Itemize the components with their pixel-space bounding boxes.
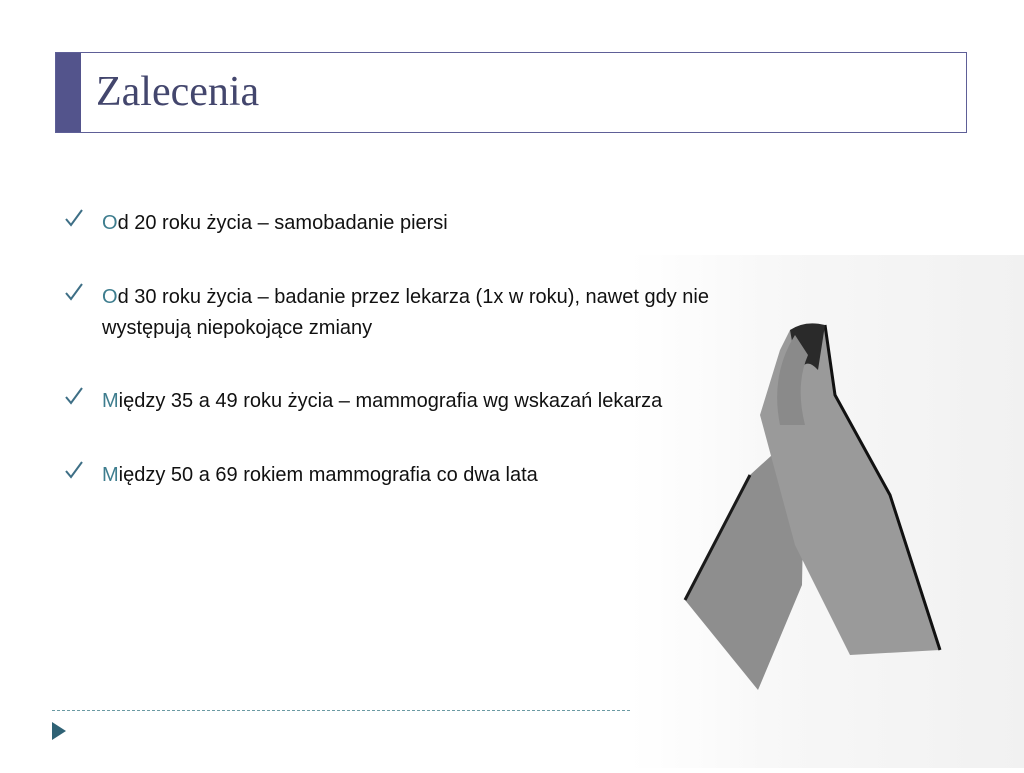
bullet-text: iędzy 35 a 49 roku życia – mammografia wg wskazań lekarza [118, 390, 663, 412]
bullet-initial: M [102, 464, 119, 486]
title-accent-bar [56, 53, 81, 132]
bullet-text: d 20 roku życia – samobadanie piersi [117, 212, 448, 234]
bullet-text: d 30 roku życia – badanie przez lekarza (1x w roku), nawet gdy nie występują niepokojące zmiany [102, 286, 709, 339]
list-item [62, 386, 792, 417]
list-item [62, 282, 792, 344]
bullet-initial: O [102, 286, 118, 308]
slide-title: Zalecenia [96, 69, 260, 115]
checkmark-icon [64, 281, 84, 303]
bullet-list [62, 208, 792, 491]
title-box [55, 52, 967, 133]
footer-divider [52, 710, 630, 711]
triangle-right-icon[interactable] [52, 722, 66, 740]
list-item [62, 460, 792, 491]
bullet-initial: O [102, 212, 118, 234]
checkmark-icon [64, 459, 84, 481]
checkmark-icon [64, 207, 84, 229]
checkmark-icon [64, 385, 84, 407]
bullet-text: iędzy 50 a 69 rokiem mammografia co dwa lata [118, 464, 538, 486]
list-item [62, 208, 792, 239]
bullet-initial: M [102, 390, 119, 412]
